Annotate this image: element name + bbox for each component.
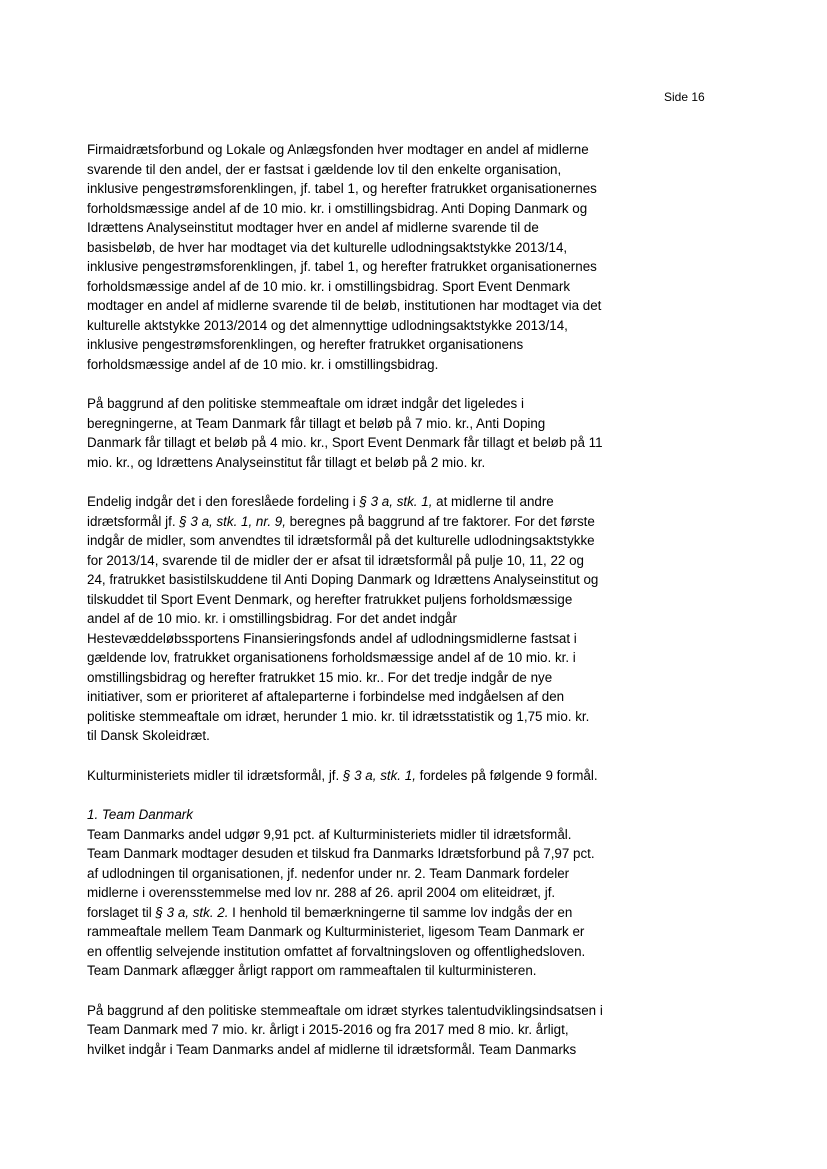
legal-reference: § 3 a, stk. 2. bbox=[155, 904, 229, 920]
text-line bbox=[87, 492, 647, 512]
text-line: svarende til den andel, der er fastsat i gældende lov til den enkelte organisation, bbox=[87, 161, 562, 177]
text-line: Hestevæddeløbssportens Finansieringsfonds andel af udlodningsmidlerne fastsat i bbox=[87, 630, 577, 646]
text-line: inklusive pengestrømsforenklingen, jf. tabel 1, og herefter fratrukket organisationernes bbox=[87, 181, 597, 196]
section-heading: 1. Team Danmark bbox=[87, 807, 193, 822]
text-line bbox=[87, 766, 647, 786]
paragraph bbox=[87, 1001, 647, 1060]
paragraph bbox=[87, 805, 647, 981]
text-line: til Dansk Skoleidræt. bbox=[87, 728, 210, 743]
text-segment: at midlerne til andre bbox=[432, 494, 554, 509]
text-line: tilskuddet til Sport Event Denmark, og herefter fratrukket puljens forholdsmæssige bbox=[87, 591, 573, 607]
legal-reference: § 3 a, stk. 1, nr. 9, bbox=[179, 513, 286, 529]
text-line: beregningerne, at Team Danmark får tillagt et beløb på 7 mio. kr., Anti Doping bbox=[87, 415, 546, 431]
text-line: Danmark får tillagt et beløb på 4 mio. kr., Sport Event Denmark får tillagt et beløb på 11 bbox=[87, 435, 603, 450]
text-line: Firmaidrætsforbund og Lokale og Anlægsfonden hver modtager en andel af midlerne bbox=[87, 142, 589, 157]
legal-reference: § 3 a, stk. 1, bbox=[342, 767, 416, 783]
text-line: forholdsmæssige andel af de 10 mio. kr. i omstillingsbidrag. bbox=[87, 356, 439, 372]
page-number: Side 16 bbox=[664, 90, 705, 104]
text-line: Team Danmark modtager desuden et tilskud fra Danmarks Idrætsforbund på 7,97 pct. bbox=[87, 846, 595, 861]
text-line: omstillingsbidrag og herefter fratrukket 15 mio. kr.. For det tredje indgår de nye bbox=[87, 669, 553, 685]
paragraph bbox=[87, 140, 647, 374]
text-line: 24, fratrukket basistilskuddene til Anti Doping Danmark og Idrættens Analyseinstitut og bbox=[87, 572, 599, 587]
text-line: for 2013/14, svarende til de midler der er afsat til idrætsformål på pulje 10, 11, 22 og bbox=[87, 552, 584, 568]
text-line: Team Danmark med 7 mio. kr. årligt i 2015-2016 og fra 2017 med 8 mio. kr. årligt, bbox=[87, 1022, 569, 1037]
legal-reference: § 3 a, stk. 1, bbox=[359, 494, 433, 509]
text-line: basisbeløb, de hver har modtaget via det kulturelle udlodningsaktstykke 2013/14, bbox=[87, 239, 568, 255]
paragraph bbox=[87, 394, 647, 472]
text-line bbox=[87, 903, 647, 923]
text-line: af udlodningen til organisationen, jf. nedenfor under nr. 2. Team Danmark fordeler bbox=[87, 865, 570, 881]
text-line: hvilket indgår i Team Danmarks andel af midlerne til idrætsformål. Team Danmarks bbox=[87, 1041, 577, 1057]
text-segment: fordeles på følgende 9 formål. bbox=[415, 767, 598, 783]
paragraph bbox=[87, 492, 647, 746]
text-line: Idrættens Analyseinstitut modtager hver en andel af midlerne svarende til de bbox=[87, 220, 539, 235]
text-line: modtager en andel af midlerne svarende til de beløb, institutionen har modtaget via det bbox=[87, 298, 602, 313]
text-line: kulturelle aktstykke 2013/2014 og det almennyttige udlodningsaktstykke 2013/14, bbox=[87, 317, 568, 333]
body-text bbox=[87, 140, 647, 1079]
text-segment: I henhold til bemærkningerne til samme lov indgås der en bbox=[228, 904, 573, 920]
text-line: mio. kr., og Idrættens Analyseinstitut får tillagt et beløb på 2 mio. kr. bbox=[87, 454, 486, 470]
text-line: Team Danmark aflægger årligt rapport om rammeaftalen til kulturministeren. bbox=[87, 963, 537, 978]
text-line: Team Danmarks andel udgør 9,91 pct. af Kulturministeriets midler til idrætsformål. bbox=[87, 826, 572, 842]
text-segment: idrætsformål jf. bbox=[87, 513, 180, 529]
text-line: forholdsmæssige andel af de 10 mio. kr. i omstillingsbidrag. Sport Event Denmark bbox=[87, 278, 571, 294]
text-segment: forslaget til bbox=[87, 904, 156, 920]
text-line: andel af de 10 mio. kr. i omstillingsbidrag. For det andet indgår bbox=[87, 611, 457, 626]
text-line: midlerne i overensstemmelse med lov nr. 288 af 26. april 2004 om eliteidræt, jf. bbox=[87, 885, 556, 900]
text-line: en offentlig selvejende institution omfattet af forvaltningsloven og offentlighedsloven. bbox=[87, 943, 586, 959]
text-line: indgår de midler, som anvendtes til idrætsformål på det kulturelle udlodningsaktstykke bbox=[87, 533, 595, 548]
text-line: På baggrund af den politiske stemmeaftale om idræt styrkes talentudviklingsindsatsen i bbox=[87, 1002, 603, 1018]
text-segment: Kulturministeriets midler til idrætsformål, jf. bbox=[87, 767, 343, 783]
text-line: gældende lov, fratrukket organisationens forholdsmæssige andel af de 10 mio. kr. i bbox=[87, 650, 576, 665]
text-line: politiske stemmeaftale om idræt, herunder 1 mio. kr. til idrætsstatistik og 1,75 mio. kr. bbox=[87, 708, 590, 724]
text-line: inklusive pengestrømsforenklingen, jf. tabel 1, og herefter fratrukket organisationernes bbox=[87, 259, 597, 274]
text-line bbox=[87, 512, 647, 532]
text-line: rammeaftale mellem Team Danmark og Kulturministeriet, ligesom Team Danmark er bbox=[87, 924, 585, 939]
text-line: På baggrund af den politiske stemmeaftale om idræt indgår det ligeledes i bbox=[87, 396, 524, 411]
text-segment: beregnes på baggrund af tre faktorer. For det første bbox=[285, 513, 595, 529]
text-line: inklusive pengestrømsforenklingen, og herefter fratrukket organisationens bbox=[87, 337, 524, 352]
paragraph bbox=[87, 766, 647, 786]
text-line: initiativer, som er prioriteret af aftaleparterne i forbindelse med indgåelsen af den bbox=[87, 689, 565, 704]
text-line: forholdsmæssige andel af de 10 mio. kr. i omstillingsbidrag. Anti Doping Danmark og bbox=[87, 200, 588, 216]
text-segment: Endelig indgår det i den foreslåede fordeling i bbox=[87, 494, 360, 509]
